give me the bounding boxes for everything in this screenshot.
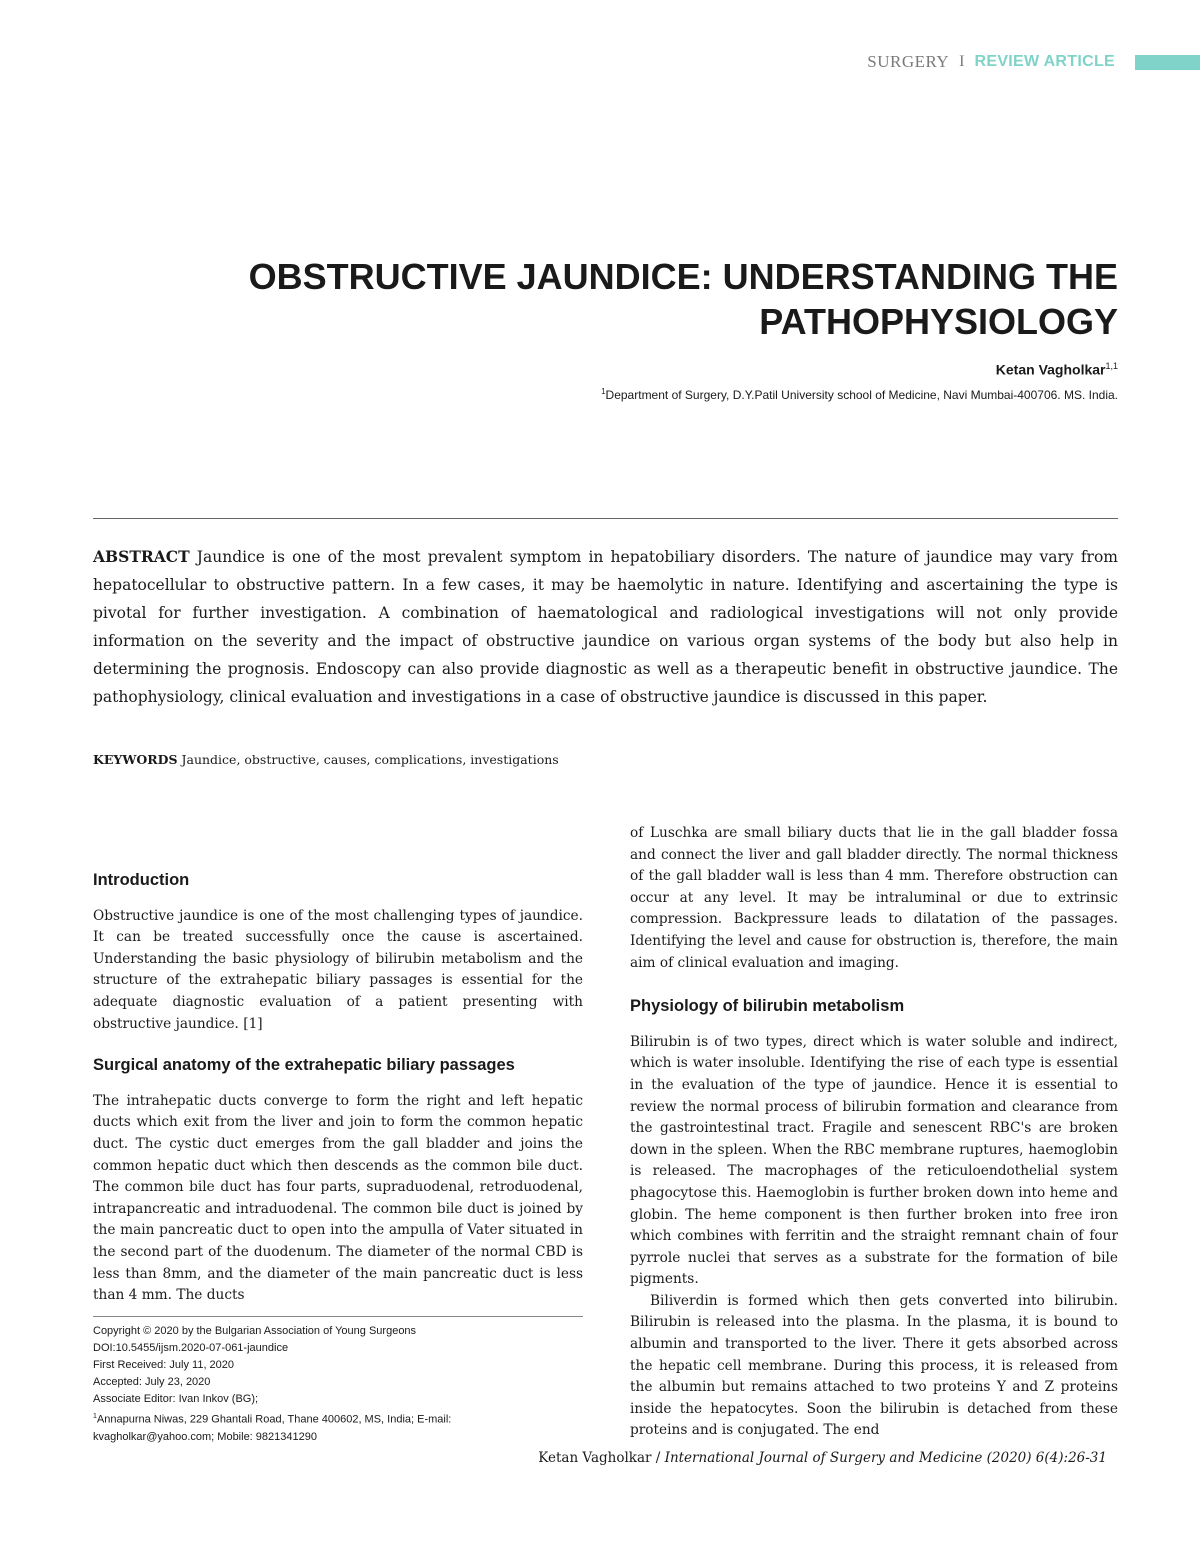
- accepted-line: Accepted: July 23, 2020: [93, 1376, 211, 1388]
- address-line: [93, 1408, 583, 1429]
- running-header: [867, 52, 1200, 72]
- article-title: [118, 254, 1118, 344]
- header-accent-bar: [1135, 55, 1200, 70]
- abstract-text: Jaundice is one of the most prevalent symptom in hepatobiliary disorders. The nature of jaundice may vary from hepatocellular to obstructive pattern. In a few cases, it may be haemolytic in nature. Identifying and ascertaining the type is pivotal for further investigation. A combination of haematological and radiological investigations will not only provide information on the severity and the impact of obstructive jaundice on various organ systems of the body but also help in determining the prognosis. Endoscopy can also provide diagnostic as well as a therapeutic benefit in obstructive jaundice. The pathophysiology, clinical evaluation and investigations in a case of obstructive jaundice is discussed in this paper.: [93, 548, 1118, 706]
- section-label: SURGERY: [867, 52, 950, 71]
- physiology-heading: Physiology of bilirubin metabolism: [630, 997, 905, 1016]
- received-line: First Received: July 11, 2020: [93, 1359, 235, 1371]
- anatomy-paragraph: The intrahepatic ducts converge to form the right and left hepatic ducts which exit from the liver and join to form the common hepatic duct. The cystic duct emerges from the gall bladder and joins the common hepatic duct which then descends as the common bile duct. The common bile duct has four parts, supraduodenal, retroduodenal, intrapancreatic and intraduodenal. The common bile duct is joined by the main pancreatic duct to open into the ampulla of Vater situated in the second part of the duodenum. The diameter of the normal CBD is less than 8mm, and the diameter of the main pancreatic duct is less than 4 mm. The ducts: [93, 1092, 583, 1304]
- article-type-label: REVIEW ARTICLE: [974, 53, 1115, 70]
- title-line-1: OBSTRUCTIVE JAUNDICE: UNDERSTANDING THE: [248, 256, 1118, 297]
- citation-author: Ketan Vagholkar /: [538, 1450, 661, 1466]
- introduction-heading: Introduction: [93, 871, 190, 889]
- author-line: [996, 361, 1118, 378]
- contact-line: kvagholkar@yahoo.com; Mobile: 9821341290: [93, 1430, 317, 1443]
- affiliation-text: Department of Surgery, D.Y.Patil University school of Medicine, Navi Mumbai-400706. MS. India.: [605, 388, 1118, 402]
- footnote-divider: [93, 1316, 583, 1317]
- affiliation-superscript: 1: [601, 387, 606, 396]
- copyright-line: Copyright © 2020 by the Bulgarian Association of Young Surgeons: [93, 1325, 417, 1337]
- keywords: [93, 752, 1118, 767]
- footnote-block: [93, 1323, 583, 1446]
- address-text: Annapurna Niwas, 229 Ghantali Road, Thane 400602, MS, India; E-mail:: [96, 1413, 452, 1426]
- physiology-paragraph-1: Bilirubin is of two types, direct which is water soluble and indirect, which is water insoluble. Identifying the rise of each type is essential in the evaluation of the type of jaundice. Hence it is essential to review the normal process of bilirubin formation and clearance from the gastrointestinal tract. Fragile and senescent RBC's are broken down in the spleen. When the RBC membrane ruptures, haemoglobin is released. The macrophages of the reticuloendothelial system phagocytose this. Haemoglobin is further broken down into heme and globin. The heme component is then further broken into free iron which combines with ferritin and the straight remnant chain of four pyrrole nuclei that serves as a substrate for the formation of bile pigments.: [630, 1033, 1118, 1288]
- author-name: Ketan Vagholkar: [995, 361, 1106, 378]
- address-superscript: 1: [93, 1413, 97, 1420]
- editor-line: Associate Editor: Ivan Inkov (BG);: [93, 1393, 259, 1405]
- doi-line: DOI:10.5455/ijsm.2020-07-061-jaundice: [93, 1342, 289, 1354]
- citation-journal: International Journal of Surgery and Medicine (2020) 6(4):26-31: [664, 1450, 1107, 1466]
- left-column: [93, 870, 583, 1307]
- abstract: [93, 543, 1118, 711]
- abstract-divider: [93, 518, 1118, 519]
- physiology-paragraph-2: Biliverdin is formed which then gets converted into bilirubin. Bilirubin is released into the plasma. In the plasma, it is bound to albumin and transported to the liver. There it gets absorbed across the hepatic cell membrane. During this process, it is released from the albumin but remains attached to two proteins Y and Z proteins inside the hepatocytes. Soon the bilirubin is detached from these proteins and is conjugated. The end: [630, 1292, 1118, 1439]
- keywords-label: KEYWORDS: [93, 752, 178, 767]
- keywords-text: Jaundice, obstructive, causes, complications, investigations: [181, 752, 559, 767]
- citation-footer: [538, 1450, 1107, 1466]
- anatomy-heading: Surgical anatomy of the extrahepatic biliary passages: [93, 1056, 515, 1075]
- title-line-2: PATHOPHYSIOLOGY: [759, 301, 1118, 342]
- author-superscript: 1,1: [1105, 361, 1118, 371]
- introduction-paragraph: Obstructive jaundice is one of the most challenging types of jaundice. It can be treated successfully once the cause is ascertained. Understanding the basic physiology of bilirubin metabolism and the structure of the extrahepatic biliary passages is essential for the adequate diagnostic evaluation of a patient presenting with obstructive jaundice. [1]: [93, 907, 583, 1032]
- right-column: [630, 823, 1118, 1442]
- anatomy-paragraph-continued: of Luschka are small biliary ducts that lie in the gall bladder fossa and connect the liver and gall bladder directly. The normal thickness of the gall bladder wall is less than 4 mm. Therefore obstruction can occur at any level. It may be intraluminal or due to extrinsic compression. Backpressure leads to dilatation of the passages. Identifying the level and cause for obstruction is, therefore, the main aim of clinical evaluation and imaging.: [630, 825, 1118, 971]
- affiliation: [601, 387, 1118, 402]
- header-separator: I: [959, 53, 965, 70]
- abstract-label: ABSTRACT: [93, 547, 190, 566]
